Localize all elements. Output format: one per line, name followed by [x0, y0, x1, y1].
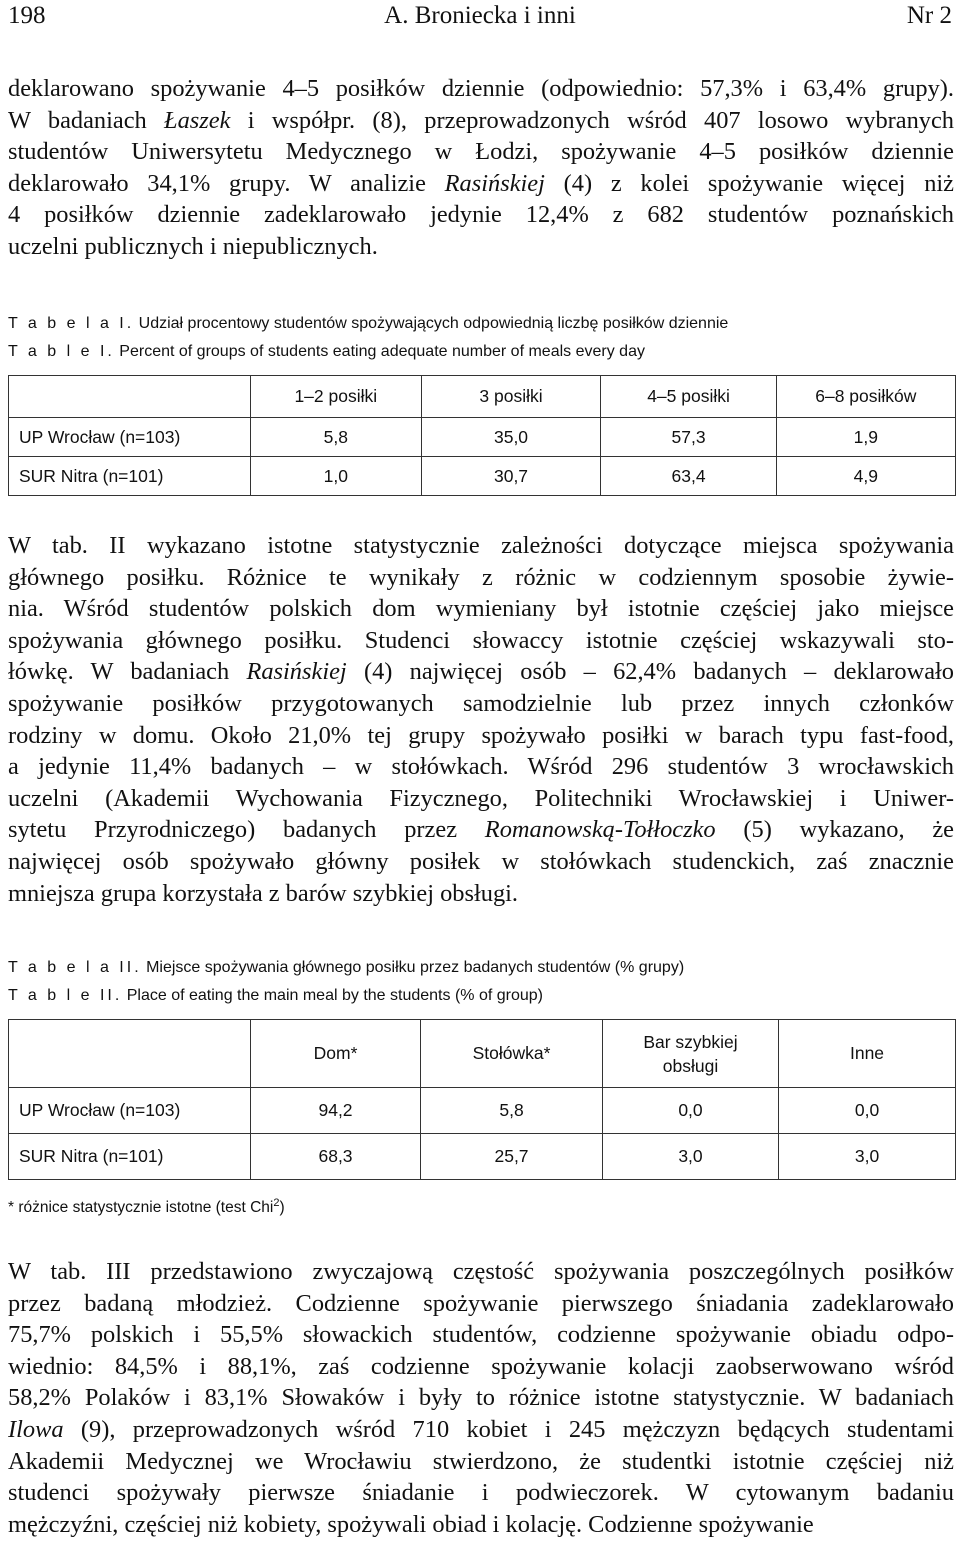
- text-line: rodziny w domu. Około 21,0% tej grupy spożywało posiłki w barach typu fast-food,: [8, 721, 954, 749]
- column-header: 3 posiłki: [421, 376, 601, 418]
- column-header: 1–2 posiłki: [251, 376, 422, 418]
- text-line: [8, 1414, 954, 1446]
- text-line: [8, 656, 954, 688]
- table-cell: 5,8: [421, 1088, 603, 1134]
- table-cell: 4,9: [776, 457, 955, 496]
- table2-caption-pl: [8, 954, 954, 982]
- row-label: UP Wrocław (n=103): [9, 418, 251, 457]
- cited-author: Łaszek: [164, 106, 231, 134]
- cited-author: Romanowską-Tołłoczko: [484, 816, 716, 844]
- text-run: (4) najwięcej osób – 62,4% badanych – deklarowało: [346, 658, 954, 686]
- table-cell: 5,8: [251, 418, 422, 457]
- paragraph-main-meal: [8, 530, 954, 909]
- table-cell: 25,7: [421, 1134, 603, 1180]
- text-line: spożywania głównego posiłku. Studenci słowaccy istotnie częściej wskazywali sto-: [8, 626, 954, 654]
- table1-title-en: Percent of groups of students eating adequate number of meals every day: [114, 343, 645, 360]
- text-line: najwięcej osób spożywało główny posiłek w stołówkach studenckich, zaś znacznie: [8, 847, 954, 875]
- text-line: uczelni (Akademii Wychowania Fizycznego, Politechniki Wrocławskiej i Uniwer-: [8, 784, 954, 812]
- table-cell: 0,0: [602, 1088, 778, 1134]
- column-header: [9, 1020, 251, 1088]
- text-line: spożywanie posiłków przygotowanych samodzielnie lub przez innych członków: [8, 689, 954, 717]
- text-line: 4 posiłków dziennie zadeklarowało jedynie 12,4% z 682 studentów poznańskich: [8, 201, 954, 229]
- table-row: [9, 1088, 956, 1134]
- text-line: Akademii Medycznej we Wrocławiu stwierdzono, że studentki istotnie częściej niż: [8, 1447, 954, 1475]
- footnote-sup: 2: [273, 1197, 280, 1209]
- table-meal-place: [8, 1019, 956, 1180]
- text-line: wiednio: 84,5% i 88,1%, zaś codzienne spożywanie kolacji zaobserwowano wśród: [8, 1352, 954, 1380]
- text-run: (9), przeprowadzonych wśród 710 kobiet i 245 mężczyzn będących studentami: [63, 1415, 954, 1443]
- cited-author: Rasińskiej: [444, 169, 545, 197]
- text-run: sytetu Przyrodniczego) badanych przez: [8, 816, 485, 844]
- paragraph-intro: [8, 73, 954, 263]
- table-cell: 35,0: [421, 418, 601, 457]
- column-header-line: Bar szybkiej: [643, 1031, 738, 1052]
- text-run: łówkę. W badaniach: [8, 658, 247, 686]
- column-header: Dom*: [250, 1020, 420, 1088]
- column-header: Stołówka*: [421, 1020, 603, 1088]
- table2-label-pl: T a b e l a II.: [8, 959, 142, 976]
- text-line: deklarowano spożywanie 4–5 posiłków dziennie (odpowiednio: 57,3% i 63,4% grupy).: [8, 75, 954, 102]
- text-line: mniejsza grupa korzystała z barów szybkiej obsługi.: [8, 879, 519, 907]
- text-line: W tab. III przedstawiono zwyczajową częstość spożywania poszczególnych posiłków: [8, 1258, 954, 1285]
- text-line: 58,2% Polaków i 83,1% Słowaków i były to różnice istotne statystycznie. W badaniach: [8, 1384, 954, 1412]
- table-cell: 3,0: [779, 1134, 956, 1180]
- cited-author: Ilowa: [8, 1415, 64, 1443]
- row-label: UP Wrocław (n=103): [9, 1088, 251, 1134]
- text-run: i współpr. (8), przeprowadzonych wśród 407 losowo wybranych: [230, 106, 954, 134]
- table-row: [9, 1134, 956, 1180]
- table-meals-per-day: [8, 375, 956, 496]
- table-cell: 3,0: [602, 1134, 778, 1180]
- table2-title-en: Place of eating the main meal by the students (% of group): [122, 987, 543, 1004]
- table2-title-pl: Miejsce spożywania głównego posiłku przez badanych studentów (% grupy): [141, 959, 685, 976]
- table-header-row: [9, 1020, 956, 1088]
- table-cell: 57,3: [601, 418, 776, 457]
- text-line: W tab. II wykazano istotne statystycznie zależności dotyczące miejsca spożywania: [8, 532, 954, 559]
- table2-label-en: T a b l e II.: [8, 987, 123, 1004]
- text-line: nia. Wśród studentów polskich dom wymieniany był istotnie częściej jako miejsce: [8, 595, 954, 623]
- table-cell: 94,2: [250, 1088, 420, 1134]
- table1-caption-en: [8, 338, 954, 366]
- column-header: Inne: [779, 1020, 956, 1088]
- table1-label-pl: T a b e l a I.: [8, 315, 135, 332]
- column-header-line: obsługi: [662, 1055, 719, 1076]
- footnote-end: ): [279, 1199, 285, 1217]
- text-line: mężczyźni, częściej niż kobiety, spożywali obiad i kolację. Codzienne spożywanie: [8, 1510, 814, 1538]
- text-line: studenci spożywały pierwsze śniadanie i podwieczorek. W cytowanym badaniu: [8, 1479, 954, 1507]
- footnote-text: * różnice statystycznie istotne (test Chi: [8, 1199, 274, 1217]
- running-header: [8, 0, 952, 32]
- table-cell: 1,0: [251, 457, 422, 496]
- column-header: [602, 1020, 778, 1088]
- paragraph-meal-frequency: [8, 1256, 954, 1540]
- text-line: 75,7% polskich i 55,5% słowackich studentów, codzienne spożywanie obiadu odpo-: [8, 1321, 954, 1349]
- column-header: [9, 376, 251, 418]
- cited-author: Rasińskiej: [246, 658, 347, 686]
- column-header: 4–5 posiłki: [601, 376, 776, 418]
- table1-caption-pl: [8, 310, 954, 338]
- text-line: głównego posiłku. Różnice te wynikały z różnic w codziennym sposobie żywie-: [8, 563, 954, 591]
- table-row: [9, 457, 956, 496]
- text-line: [8, 168, 954, 200]
- table-cell: 0,0: [779, 1088, 956, 1134]
- issue-number: Nr 2: [906, 2, 952, 29]
- text-line: a jedynie 11,4% badanych – w stołówkach. Wśród 296 studentów 3 wrocławskich: [8, 753, 954, 781]
- page-number: 198: [8, 2, 46, 29]
- table-cell: 30,7: [421, 457, 601, 496]
- text-run: W badaniach: [8, 106, 165, 134]
- table-cell: 68,3: [250, 1134, 420, 1180]
- table-cell: 63,4: [601, 457, 776, 496]
- text-run: deklarowało 34,1% grupy. W analizie: [8, 169, 445, 197]
- row-label: SUR Nitra (n=101): [9, 1134, 251, 1180]
- text-run: (5) wykazano, że: [715, 816, 954, 844]
- text-line: [8, 814, 954, 846]
- text-line: przez badaną młodzież. Codzienne spożywanie pierwszego śniadania zadeklarowało: [8, 1289, 954, 1317]
- column-header: 6–8 posiłków: [776, 376, 955, 418]
- table2-footnote: [8, 1188, 608, 1223]
- table1-label-en: T a b l e I.: [8, 343, 115, 360]
- table2-caption-en: [8, 982, 954, 1010]
- table-header-row: [9, 376, 956, 418]
- table1-title-pl: Udział procentowy studentów spożywających odpowiednią liczbę posiłków dziennie: [134, 315, 729, 332]
- text-line: [8, 105, 954, 137]
- row-label: SUR Nitra (n=101): [9, 457, 251, 496]
- running-authors: A. Broniecka i inni: [384, 2, 576, 29]
- text-line: studentów Uniwersytetu Medycznego w Łodzi, spożywanie 4–5 posiłków dziennie: [8, 138, 954, 166]
- text-line: uczelni publicznych i niepublicznych.: [8, 232, 378, 260]
- table-cell: 1,9: [776, 418, 955, 457]
- table-row: [9, 418, 956, 457]
- text-run: (4) z kolei spożywanie więcej niż: [544, 169, 954, 197]
